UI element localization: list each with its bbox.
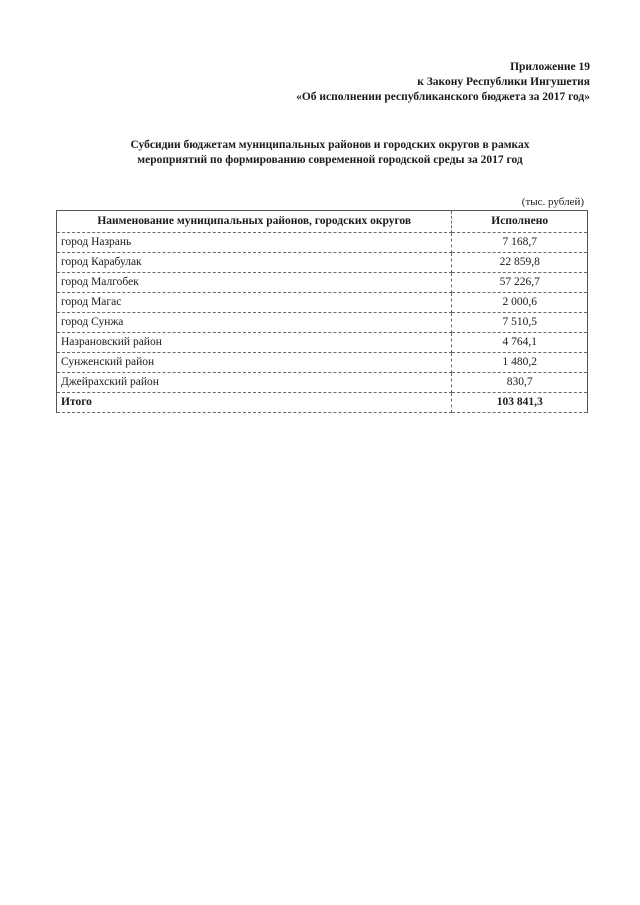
appendix-number: Приложение 19 [510,61,590,73]
document-title [90,138,570,168]
row-value: 830,7 [452,373,588,393]
row-value: 57 226,7 [452,273,588,293]
row-name: Джейрахский район [57,373,452,393]
row-value: 1 480,2 [452,353,588,373]
total-value: 103 841,3 [452,393,588,413]
row-value: 22 859,8 [452,253,588,273]
table-row [57,313,588,333]
row-value: 7 168,7 [452,233,588,253]
table-row [57,373,588,393]
header-district-name: Наименование муниципальных районов, городских округов [57,211,452,233]
row-name: город Малгобек [57,273,452,293]
unit-label: (тыс. рублей) [521,196,584,208]
subsidy-table [56,210,588,413]
header-executed: Исполнено [452,211,588,233]
total-label: Итого [57,393,452,413]
table-header-row [57,211,588,233]
table-row [57,273,588,293]
row-name: город Назрань [57,233,452,253]
appendix-law-title: «Об исполнении республиканского бюджета за 2017 год» [296,91,590,103]
table-row [57,353,588,373]
title-line-2: мероприятий по формированию современной городской среды за 2017 год [137,154,523,166]
table-row [57,293,588,313]
title-line-1: Субсидии бюджетам муниципальных районов и городских округов в рамках [130,139,530,151]
row-name: Назрановский район [57,333,452,353]
row-value: 4 764,1 [452,333,588,353]
row-name: город Карабулак [57,253,452,273]
row-value: 2 000,6 [452,293,588,313]
row-value: 7 510,5 [452,313,588,333]
row-name: Сунженский район [57,353,452,373]
appendix-header [190,60,590,105]
table-row [57,333,588,353]
table-row [57,253,588,273]
row-name: город Магас [57,293,452,313]
table-row [57,233,588,253]
row-name: город Сунжа [57,313,452,333]
appendix-law: к Закону Республики Ингушетия [417,76,590,88]
table-total-row [57,393,588,413]
